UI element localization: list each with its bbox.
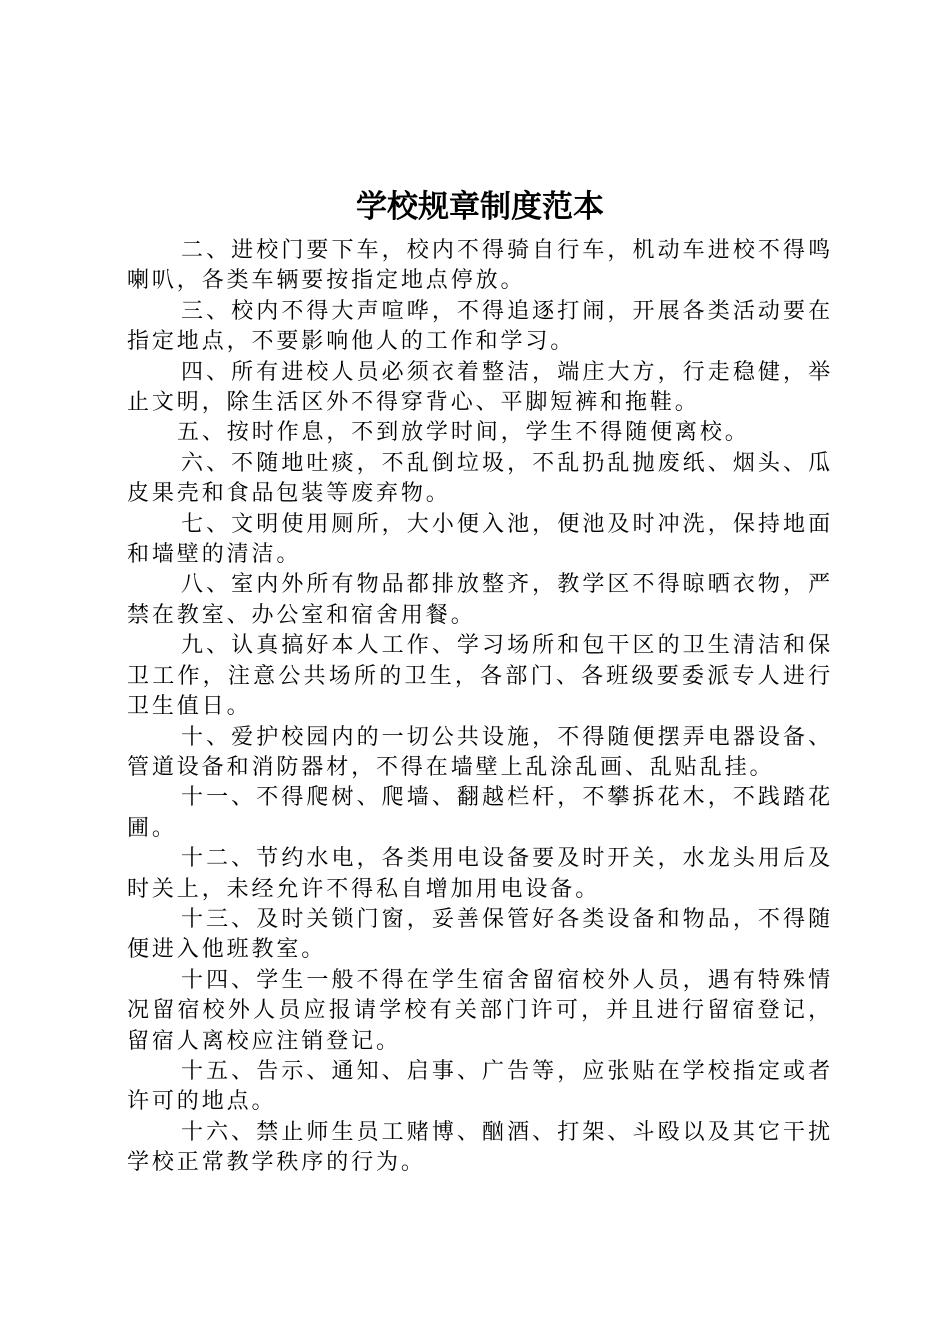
rule-paragraph-9: 九、认真搞好本人工作、学习场所和包干区的卫生清洁和保卫工作，注意公共场所的卫生，各部门、各班级要委派专人进行卫生值日。 <box>127 633 833 720</box>
rule-paragraph-8: 八、室内外所有物品都排放整齐，教学区不得晾晒衣物，严禁在教室、办公室和宿舍用餐。 <box>127 572 833 628</box>
rule-paragraph-10: 十、爱护校园内的一切公共设施，不得随便摆弄电器设备、管道设备和消防器材，不得在墙壁上乱涂乱画、乱贴乱挂。 <box>127 724 833 780</box>
rule-paragraph-14: 十四、学生一般不得在学生宿舍留宿校外人员，遇有特殊情况留宿校外人员应报请学校有关部门许可，并且进行留宿登记，留宿人离校应注销登记。 <box>127 967 833 1054</box>
rule-paragraph-3: 三、校内不得大声喧哗，不得追逐打闹，开展各类活动要在指定地点，不要影响他人的工作和学习。 <box>127 298 833 355</box>
rule-paragraph-12: 十二、节约水电，各类用电设备要及时开关，水龙头用后及时关上，未经允许不得私自增加用电设备。 <box>127 846 833 902</box>
rule-paragraph-15: 十五、告示、通知、启事、广告等，应张贴在学校指定或者许可的地点。 <box>127 1058 833 1115</box>
rule-paragraph-5: 五、按时作息，不到放学时间，学生不得随便离校。 <box>177 420 750 446</box>
rule-paragraph-13: 十三、及时关锁门窗，妥善保管好各类设备和物品，不得随便进入他班教室。 <box>127 906 833 963</box>
rule-paragraph-6: 六、不随地吐痰，不乱倒垃圾，不乱扔乱抛废纸、烟头、瓜皮果壳和食品包装等废弃物。 <box>127 450 833 507</box>
rule-paragraph-2: 二、进校门要下车，校内不得骑自行车，机动车进校不得鸣喇叭，各类车辆要按指定地点停放。 <box>127 238 833 294</box>
document-body <box>127 236 833 1179</box>
rule-paragraph-4: 四、所有进校人员必须衣着整洁，端庄大方，行走稳健，举止文明，除生活区外不得穿背心、平脚短裤和拖鞋。 <box>127 359 833 416</box>
rule-paragraph-11: 十一、不得爬树、爬墙、翻越栏杆，不攀拆花木，不践踏花圃。 <box>127 785 833 841</box>
rule-paragraph-16: 十六、禁止师生员工赌博、酗酒、打架、斗殴以及其它干扰学校正常教学秩序的行为。 <box>127 1119 833 1176</box>
rule-paragraph-7: 七、文明使用厕所，大小便入池，便池及时冲洗，保持地面和墙壁的清洁。 <box>127 511 833 568</box>
document-title: 学校规章制度范本 <box>356 189 604 225</box>
